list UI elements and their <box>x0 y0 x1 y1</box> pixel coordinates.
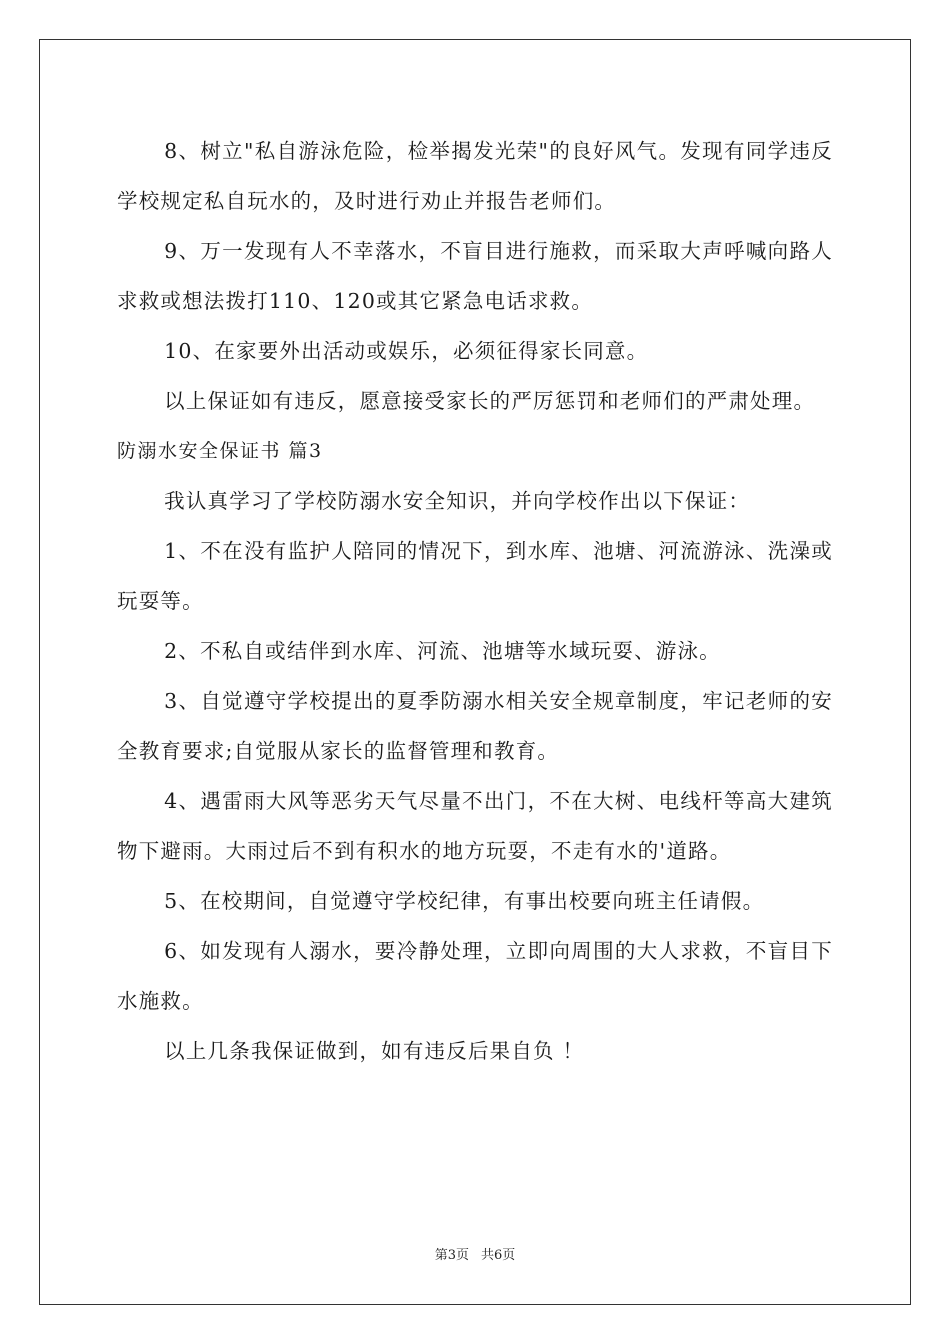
section-heading: 防溺水安全保证书 篇3 <box>117 440 323 462</box>
paragraph-final-statement: 以上几条我保证做到，如有违反后果自负 ！ <box>164 1039 585 1063</box>
paragraph-pledge-4: 4、遇雷雨大风等恶劣天气尽量不出门，不在大树、电线杆等高大建筑物下避雨。大雨过后不到有积水的地方玩耍，不走有水的'道路。 <box>117 789 833 863</box>
current-page-number: 第3页 <box>434 1248 469 1263</box>
paragraph-pledge-5: 5、在校期间，自觉遵守学校纪律，有事出校要向班主任请假。 <box>164 889 765 913</box>
total-page-count: 共6页 <box>481 1248 516 1263</box>
paragraph-pledge-1: 1、不在没有监护人陪同的情况下，到水库、池塘、河流游泳、洗澡或玩耍等。 <box>117 539 833 613</box>
paragraph-item-8: 8、树立"私自游泳危险，检举揭发光荣"的良好风气。发现有同学违反学校规定私自玩水的，及时进行劝止并报告老师们。 <box>117 139 833 213</box>
paragraph-pledge-6: 6、如发现有人溺水，要冷静处理，立即向周围的大人求救，不盲目下水施救。 <box>117 939 833 1013</box>
page-footer <box>0 1244 950 1263</box>
paragraph-closing-statement: 以上保证如有违反，愿意接受家长的严厉惩罚和老师们的严肃处理。 <box>164 389 816 413</box>
paragraph-intro: 我认真学习了学校防溺水安全知识，并向学校作出以下保证： <box>164 489 751 513</box>
paragraph-item-10: 10、在家要外出活动或娱乐，必须征得家长同意。 <box>164 339 649 363</box>
paragraph-pledge-3: 3、自觉遵守学校提出的夏季防溺水相关安全规章制度，牢记老师的安全教育要求;自觉服从家长的监督管理和教育。 <box>117 689 833 763</box>
document-body <box>117 126 833 1076</box>
paragraph-item-9: 9、万一发现有人不幸落水，不盲目进行施救，而采取大声呼喊向路人求救或想法拨打110、120或其它紧急电话求救。 <box>117 239 833 313</box>
paragraph-pledge-2: 2、不私自或结伴到水库、河流、池塘等水域玩耍、游泳。 <box>164 639 721 663</box>
